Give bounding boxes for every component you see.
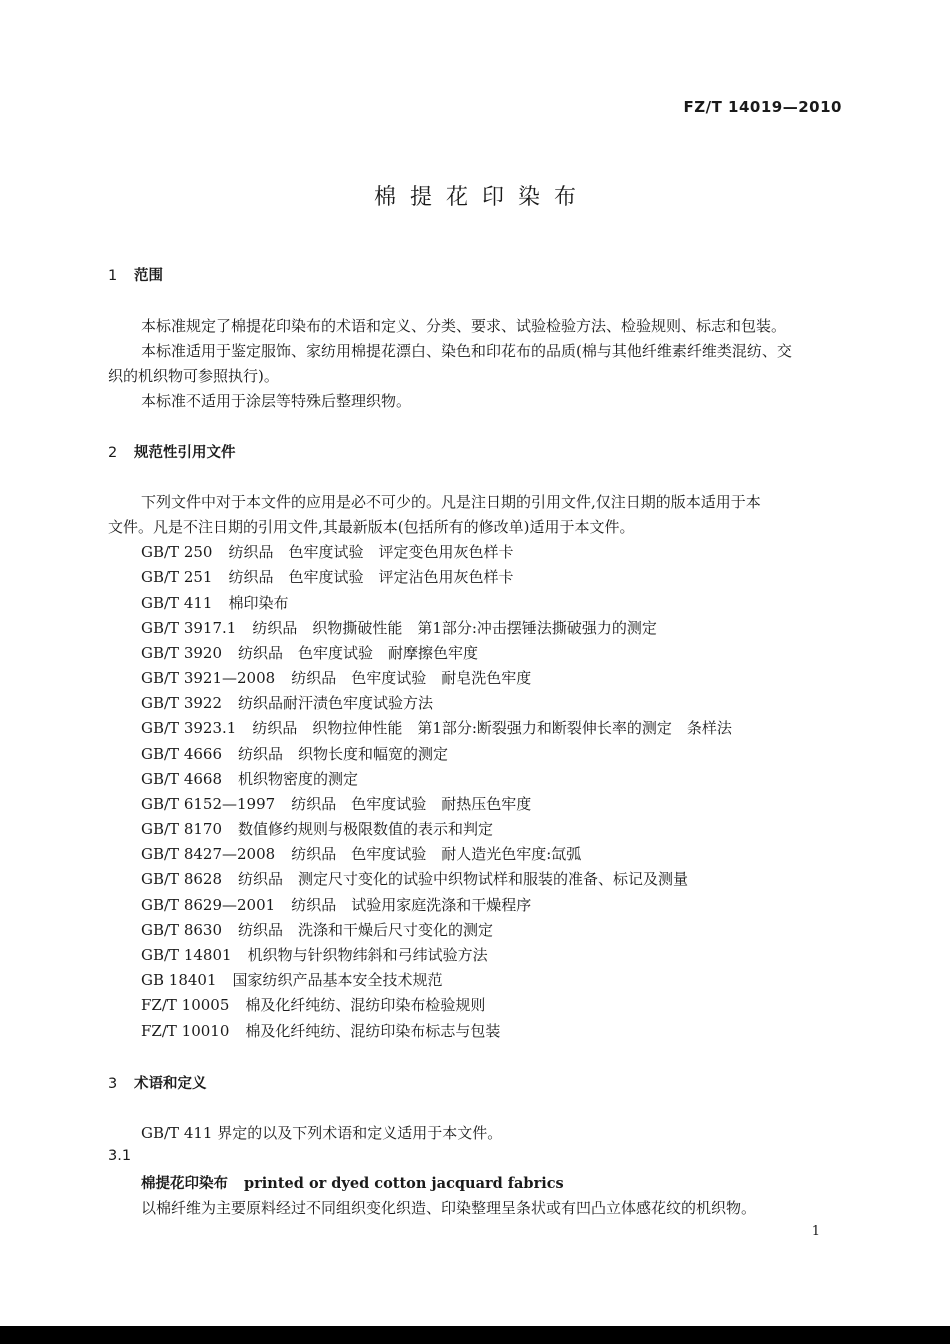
section-3-heading: [108, 1072, 207, 1093]
reference-title: 数值修约规则与极限数值的表示和判定: [238, 820, 494, 838]
reference-item: [141, 894, 531, 915]
reference-code: GB/T 3921—2008: [141, 669, 276, 687]
reference-code: GB/T 6152—1997: [141, 795, 276, 813]
reference-code: GB/T 4666: [141, 745, 223, 763]
reference-title: 纺织品 色牢度试验 耐人造光色牢度:氙弧: [291, 845, 582, 863]
reference-item: [141, 692, 433, 713]
reference-item: [141, 793, 531, 814]
reference-item: [141, 667, 531, 688]
reference-code: GB 18401: [141, 971, 217, 989]
section-2-heading: [108, 441, 236, 462]
paragraph: GB/T 411 界定的以及下列术语和定义适用于本文件。: [141, 1124, 503, 1142]
reference-code: GB/T 8629—2001: [141, 896, 276, 914]
reference-title: 棉及化纤纯纺、混纺印染布检验规则: [245, 996, 486, 1014]
reference-item: [141, 617, 657, 638]
reference-title: 棉印染布: [228, 594, 289, 612]
reference-code: GB/T 411: [141, 594, 213, 612]
reference-code: GB/T 3923.1: [141, 719, 237, 737]
reference-code: GB/T 3917.1: [141, 619, 237, 637]
reference-title: 纺织品 色牢度试验 评定沾色用灰色样卡: [228, 568, 514, 586]
reference-title: 纺织品 洗涤和干燥后尺寸变化的测定: [238, 921, 494, 939]
reference-code: GB/T 8630: [141, 921, 223, 939]
reference-item: [141, 944, 488, 965]
paragraph-continuation: 织的机织物可参照执行)。: [108, 367, 279, 385]
reference-title: 纺织品 织物长度和幅宽的测定: [238, 745, 449, 763]
reference-title: 纺织品 色牢度试验 耐摩擦色牢度: [238, 644, 479, 662]
page-number: 1: [811, 1224, 820, 1239]
reference-title: 国家纺织产品基本安全技术规范: [232, 971, 443, 989]
reference-title: 纺织品 色牢度试验 耐皂洗色牢度: [291, 669, 532, 687]
reference-code: GB/T 8628: [141, 870, 223, 888]
section-number: 1: [108, 268, 118, 284]
reference-item: [141, 994, 485, 1015]
reference-code: FZ/T 10005: [141, 996, 230, 1014]
section-1-heading: [108, 264, 163, 285]
term-english: printed or dyed cotton jacquard fabrics: [244, 1175, 564, 1192]
reference-item: [141, 717, 732, 738]
paragraph: 本标准不适用于涂层等特殊后整理织物。: [141, 392, 412, 410]
document-title: 棉提花印染布: [373, 185, 590, 210]
reference-code: GB/T 8170: [141, 820, 223, 838]
subsection-number: 3.1: [108, 1148, 132, 1164]
term-entry: [141, 1172, 564, 1193]
reference-code: GB/T 250: [141, 543, 213, 561]
reference-title: 机织物与针织物纬斜和弓纬试验方法: [247, 946, 488, 964]
reference-item: [141, 768, 358, 789]
reference-title: 纺织品 织物撕破性能 第1部分:冲击摆锤法撕破强力的测定: [252, 619, 657, 637]
reference-code: GB/T 251: [141, 568, 213, 586]
reference-title: 纺织品 试验用家庭洗涤和干燥程序: [291, 896, 532, 914]
reference-item: [141, 868, 688, 889]
reference-code: GB/T 3922: [141, 694, 223, 712]
reference-item: [141, 969, 443, 990]
reference-item: [141, 1020, 500, 1041]
document-code: FZ/T 14019—2010: [683, 98, 842, 116]
reference-item: [141, 818, 493, 839]
reference-item: [141, 919, 493, 940]
reference-item: [141, 592, 288, 613]
term-definition: 以棉纤维为主要原料经过不同组织变化织造、印染整理呈条状或有凹凸立体感花纹的机织物。: [141, 1199, 757, 1217]
paragraph: 下列文件中对于本文件的应用是必不可少的。凡是注日期的引用文件,仅注日期的版本适用于本: [141, 493, 761, 511]
section-title: 范围: [134, 268, 163, 284]
section-number: 3: [108, 1076, 118, 1092]
reference-title: 纺织品 色牢度试验 耐热压色牢度: [291, 795, 532, 813]
reference-title: 纺织品 色牢度试验 评定变色用灰色样卡: [228, 543, 514, 561]
reference-item: [141, 743, 448, 764]
paragraph: 本标准适用于鉴定服饰、家纺用棉提花漂白、染色和印花布的品质(棉与其他纤维素纤维类混纺、交: [141, 342, 792, 360]
section-number: 2: [108, 445, 118, 461]
bottom-bar: [0, 1326, 950, 1344]
reference-code: GB/T 4668: [141, 770, 223, 788]
reference-title: 纺织品 测定尺寸变化的试验中织物试样和服装的准备、标记及测量: [238, 870, 689, 888]
term-chinese: 棉提花印染布: [141, 1175, 228, 1192]
reference-title: 纺织品耐汗渍色牢度试验方法: [238, 694, 434, 712]
reference-item: [141, 541, 513, 562]
section-title: 规范性引用文件: [134, 445, 236, 461]
reference-title: 机织物密度的测定: [238, 770, 359, 788]
reference-item: [141, 566, 513, 587]
reference-code: GB/T 8427—2008: [141, 845, 276, 863]
reference-item: [141, 642, 478, 663]
reference-title: 棉及化纤纯纺、混纺印染布标志与包装: [245, 1022, 501, 1040]
paragraph-continuation: 文件。凡是不注日期的引用文件,其最新版本(包括所有的修改单)适用于本文件。: [108, 518, 635, 536]
reference-code: GB/T 3920: [141, 644, 223, 662]
reference-item: [141, 843, 581, 864]
reference-title: 纺织品 织物拉伸性能 第1部分:断裂强力和断裂伸长率的测定 条样法: [252, 719, 732, 737]
reference-code: FZ/T 10010: [141, 1022, 230, 1040]
paragraph: 本标准规定了棉提花印染布的术语和定义、分类、要求、试验检验方法、检验规则、标志和包装。: [141, 317, 787, 335]
reference-code: GB/T 14801: [141, 946, 232, 964]
section-title: 术语和定义: [134, 1076, 207, 1092]
